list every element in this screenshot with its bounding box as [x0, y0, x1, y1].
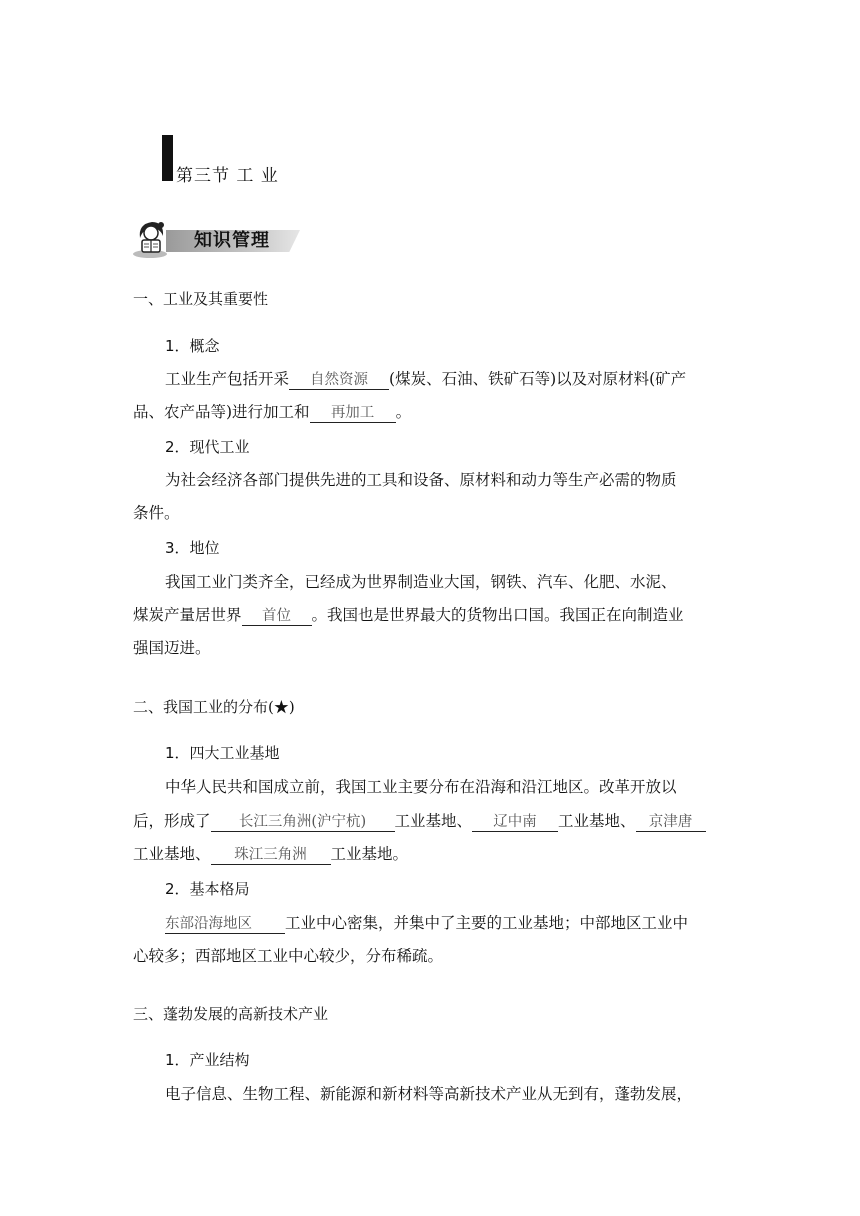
title-marker-bar	[162, 135, 173, 181]
heading-industry-importance: 一、工业及其重要性	[133, 290, 269, 308]
heading-high-tech: 三、蓬勃发展的高新技术产业	[133, 1005, 329, 1023]
section-title: 第三节 工 业	[176, 166, 279, 186]
paragraph-line: 品、农产品等)进行加工和 再加工 。	[133, 403, 412, 421]
paragraph-line: 煤炭产量居世界 首位 。我国也是世界最大的货物出口国。我国正在向制造业	[133, 606, 684, 624]
fill-blank-answer: 京津唐	[636, 813, 706, 832]
paragraph-line: 条件。	[133, 504, 180, 522]
subheading-four-bases: 1．四大工业基地	[165, 744, 280, 762]
paragraph-line: 中华人民共和国成立前，我国工业主要分布在沿海和沿江地区。改革开放以	[165, 778, 677, 796]
paragraph-line: 东部沿海地区 工业中心密集，并集中了主要的工业基地；中部地区工业中	[165, 914, 689, 932]
paragraph-line: 心较多；西部地区工业中心较少，分布稀疏。	[133, 947, 444, 965]
paragraph-line: 后，形成了 长江三角洲(沪宁杭) 工业基地、 辽中南 工业基地、 京津唐	[133, 809, 706, 832]
paragraph-line: 强国迈进。	[133, 639, 211, 657]
fill-blank-answer: 辽中南	[472, 813, 558, 832]
banner-label: 知识管理	[194, 230, 270, 251]
subheading-status: 3．地位	[165, 539, 220, 557]
student-reading-icon	[130, 216, 174, 260]
paragraph-line: 我国工业门类齐全，已经成为世界制造业大国，钢铁、汽车、化肥、水泥、	[165, 573, 677, 591]
fill-blank-answer: 首位	[242, 607, 312, 626]
fill-blank-answer: 珠江三角洲	[211, 846, 331, 865]
knowledge-banner	[130, 216, 302, 260]
fill-blank-answer: 再加工	[310, 404, 396, 423]
subheading-basic-pattern: 2．基本格局	[165, 880, 250, 898]
paragraph-line: 工业生产包括开采 自然资源 (煤炭、石油、铁矿石等)以及对原材料(矿产	[165, 370, 687, 388]
subheading-modern-industry: 2．现代工业	[165, 438, 250, 456]
fill-blank-answer: 长江三角洲(沪宁杭)	[211, 813, 395, 832]
paragraph-line: 工业基地、 珠江三角洲 工业基地。	[133, 845, 409, 863]
paragraph-line: 电子信息、生物工程、新能源和新材料等高新技术产业从无到有，蓬勃发展，	[165, 1085, 693, 1103]
fill-blank-answer: 自然资源	[289, 371, 389, 390]
fill-blank-answer: 东部沿海地区	[165, 915, 285, 934]
subheading-industrial-structure: 1．产业结构	[165, 1051, 250, 1069]
heading-industry-distribution: 二、我国工业的分布(★)	[133, 698, 295, 716]
paragraph-line: 为社会经济各部门提供先进的工具和设备、原材料和动力等生产必需的物质	[165, 471, 677, 489]
subheading-concept: 1．概念	[165, 337, 220, 355]
